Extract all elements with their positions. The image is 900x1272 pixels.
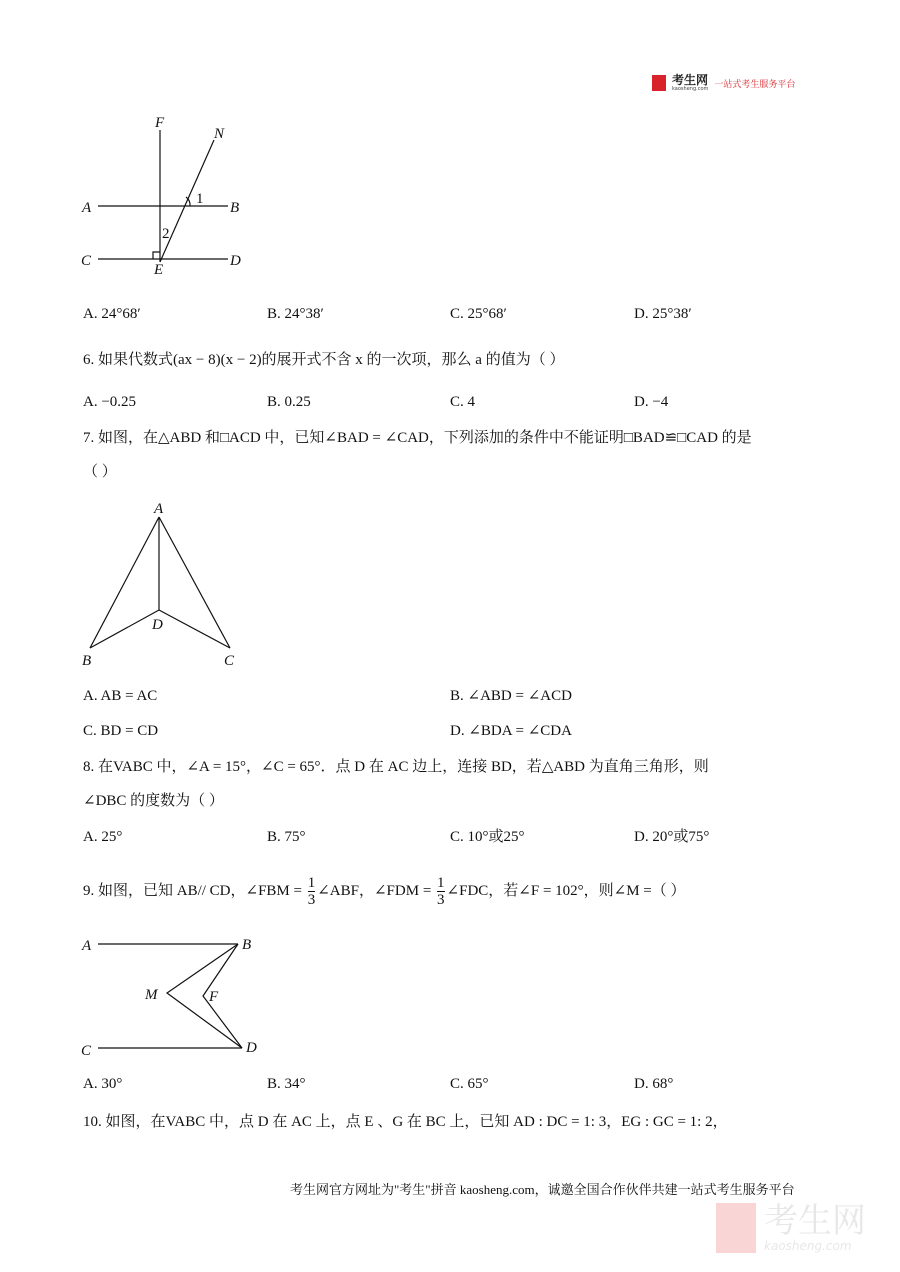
q8-option-b: B. 75°	[267, 829, 306, 845]
label-M: M	[145, 987, 158, 1003]
watermark-logo	[716, 1203, 866, 1253]
q9-option-d: D. 68°	[634, 1076, 674, 1092]
q9-option-a: A. 30°	[83, 1076, 123, 1092]
label-B: B	[242, 937, 252, 953]
q9-stem-part1: 9. 如图，已知 AB// CD，∠FBM =	[83, 883, 302, 899]
label-D: D	[152, 617, 163, 633]
q6-option-b: B. 0.25	[267, 394, 311, 410]
q6-option-d: D. −4	[634, 394, 669, 410]
label-C: C	[224, 653, 235, 669]
fraction-one-third	[308, 875, 316, 908]
logo-domain: kaosheng.com	[672, 86, 709, 92]
q5-option-d: D. 25°38ʹ	[634, 306, 692, 322]
label-angle-1: 1	[196, 191, 204, 207]
q8-option-a: A. 25°	[83, 829, 123, 845]
q9-option-b: B. 34°	[267, 1076, 306, 1092]
label-F: F	[209, 989, 219, 1005]
q9-stem-part3: ∠FDC，若∠F = 102°，则∠M =（ ）	[446, 883, 686, 899]
q7-stem-bracket: （ ）	[83, 464, 117, 480]
fraction-numerator: 1	[307, 875, 316, 892]
q7-option-a: A. AB = AC	[83, 688, 158, 704]
header-slogan: 一站式考生服务平台	[714, 79, 796, 90]
label-D: D	[246, 1040, 257, 1056]
q6-option-a: A. −0.25	[83, 394, 137, 410]
q8-option-c: C. 10°或25°	[450, 829, 525, 845]
footer-text: 考生网官方网址为"考生"拼音 kaosheng.com，诚邀全国合作伙伴共建一站式考生服务平台	[290, 1182, 795, 1197]
label-A: A	[82, 938, 92, 954]
q9-stem-part2: ∠ABF，∠FDM =	[317, 883, 432, 899]
watermark-mark-icon	[716, 1203, 756, 1253]
label-E: E	[154, 262, 164, 278]
q8-stem-line2: ∠DBC 的度数为（ ）	[83, 793, 224, 809]
watermark-domain: kaosheng.com	[764, 1239, 852, 1253]
q6-option-c: C. 4	[450, 394, 476, 410]
fraction-denominator: 3	[437, 892, 445, 909]
label-A: A	[154, 501, 164, 517]
q9-stem	[83, 873, 686, 909]
logo-name: 考生网	[672, 73, 709, 87]
label-C: C	[81, 253, 92, 269]
q10-stem: 10. 如图，在VABC 中，点 D 在 AC 上，点 E 、G 在 BC 上，已知 AD : DC = 1: 3，EG : GC = 1: 2，	[83, 1114, 728, 1130]
label-A: A	[82, 200, 92, 216]
fraction-numerator: 1	[437, 875, 445, 892]
q5-option-a: A. 24°68ʹ	[83, 306, 141, 322]
q7-stem: 7. 如图，在△ABD 和□ACD 中，已知∠BAD = ∠CAD，下列添加的条件中不能证明□BAD≌□CAD 的是	[83, 430, 752, 446]
label-B: B	[82, 653, 92, 669]
q7-option-d: D. ∠BDA = ∠CDA	[450, 723, 572, 739]
label-B: B	[230, 200, 240, 216]
figure-q5	[98, 130, 228, 262]
label-C: C	[81, 1043, 92, 1059]
label-F: F	[155, 115, 165, 131]
q7-option-c: C. BD = CD	[83, 723, 159, 739]
fraction-one-third	[437, 875, 445, 908]
q6-stem: 6. 如果代数式(ax − 8)(x − 2)的展开式不含 x 的一次项，那么 a 的值为（ ）	[83, 352, 565, 368]
q9-option-c: C. 65°	[450, 1076, 489, 1092]
q7-option-b: B. ∠ABD = ∠ACD	[450, 688, 572, 704]
label-D: D	[230, 253, 241, 269]
watermark-name: 考生网	[764, 1201, 866, 1241]
q5-option-b: B. 24°38ʹ	[267, 306, 324, 322]
label-angle-2: 2	[162, 226, 170, 242]
q5-option-c: C. 25°68ʹ	[450, 306, 507, 322]
fraction-denominator: 3	[307, 892, 316, 909]
figure-q9	[98, 944, 242, 1048]
label-N: N	[214, 126, 225, 142]
q8-option-d: D. 20°或75°	[634, 829, 710, 845]
q8-stem: 8. 在VABC 中，∠A = 15°，∠C = 65°．点 D 在 AC 边上，连接 BD，若△ABD 为直角三角形，则	[83, 759, 709, 775]
